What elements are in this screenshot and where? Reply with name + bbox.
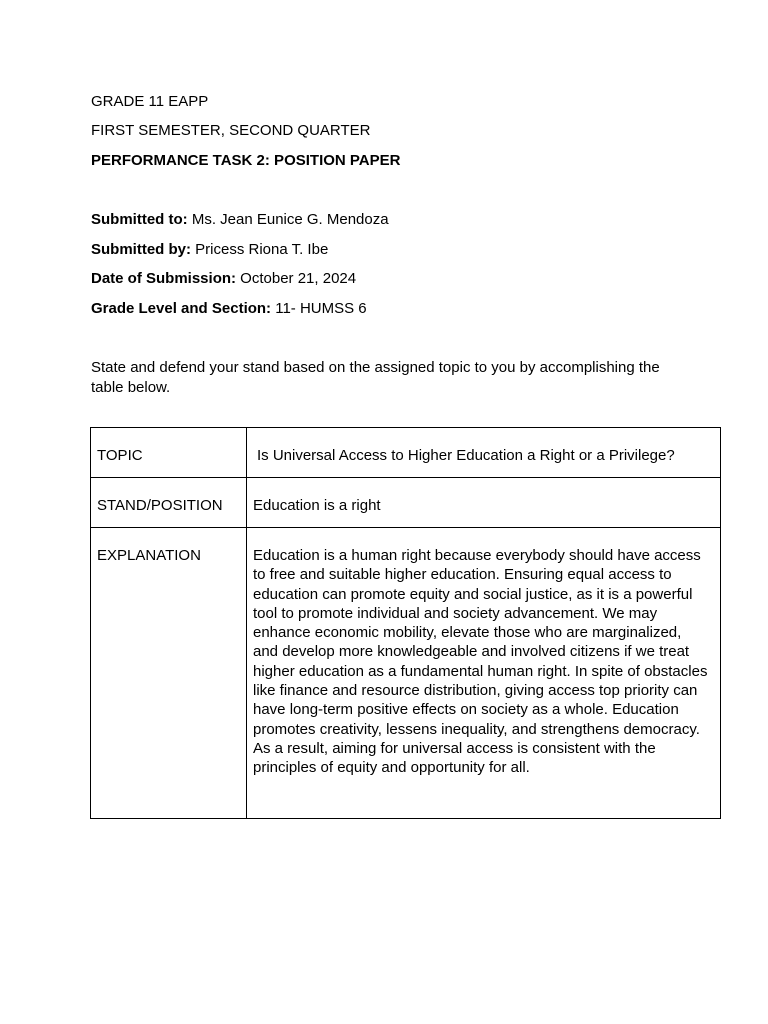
submitted-by-label: Submitted by: <box>91 241 191 258</box>
position-table <box>90 427 721 819</box>
submitted-by-value: Pricess Riona T. Ibe <box>191 241 329 258</box>
stand-value-cell <box>247 478 721 528</box>
instructions: State and defend your stand based on the assigned topic to you by accomplishing the table below. <box>91 359 660 396</box>
submitted-to-value: Ms. Jean Eunice G. Mendoza <box>187 211 389 228</box>
course-title: GRADE 11 EAPP <box>91 93 209 110</box>
grade-section-line <box>91 300 367 318</box>
explanation-value-cell <box>247 528 721 819</box>
submitted-to-label: Submitted to: <box>91 211 188 228</box>
topic-label: TOPIC <box>97 447 143 464</box>
topic-value-cell <box>247 428 721 478</box>
grade-section-value: 11- HUMSS 6 <box>271 300 367 317</box>
explanation-label: EXPLANATION <box>97 547 201 564</box>
task-title: PERFORMANCE TASK 2: POSITION PAPER <box>91 152 401 169</box>
submission-date-line <box>91 270 356 288</box>
explanation-value: Education is a human right because everybody should have access to free and suitable higher education. Ensuring equal access to education can promote equity and social justice, as it is a powerful tool to promote individual and society advancement. We may enhance economic mobility, elevate those who are marginalized, and develop more knowledgeable and involved citizens if we treat higher education as a fundamental human right. In spite of obstacles like finance and resource distribution, giving access top priority can have long-term positive effects on society as a whole. Education promotes creativity, lessens inequality, and strengthens democracy. As a result, aiming for universal access is consistent with the principles of equity and opportunity for all. <box>253 547 708 777</box>
submission-date-label: Date of Submission: <box>91 270 237 287</box>
topic-value: Is Universal Access to Higher Education a Right or a Privilege? <box>257 447 675 464</box>
topic-label-cell <box>91 428 247 478</box>
table-row <box>91 528 721 819</box>
term-title: FIRST SEMESTER, SECOND QUARTER <box>91 122 371 139</box>
submitted-to-line <box>91 211 389 229</box>
stand-label: STAND/POSITION <box>97 497 223 514</box>
submission-date-value: October 21, 2024 <box>236 270 357 287</box>
explanation-label-cell <box>91 528 247 819</box>
stand-label-cell <box>91 478 247 528</box>
grade-section-label: Grade Level and Section: <box>91 300 272 317</box>
stand-value: Education is a right <box>253 497 381 514</box>
table-row <box>91 428 721 478</box>
submitted-by-line <box>91 241 328 259</box>
table-row <box>91 478 721 528</box>
